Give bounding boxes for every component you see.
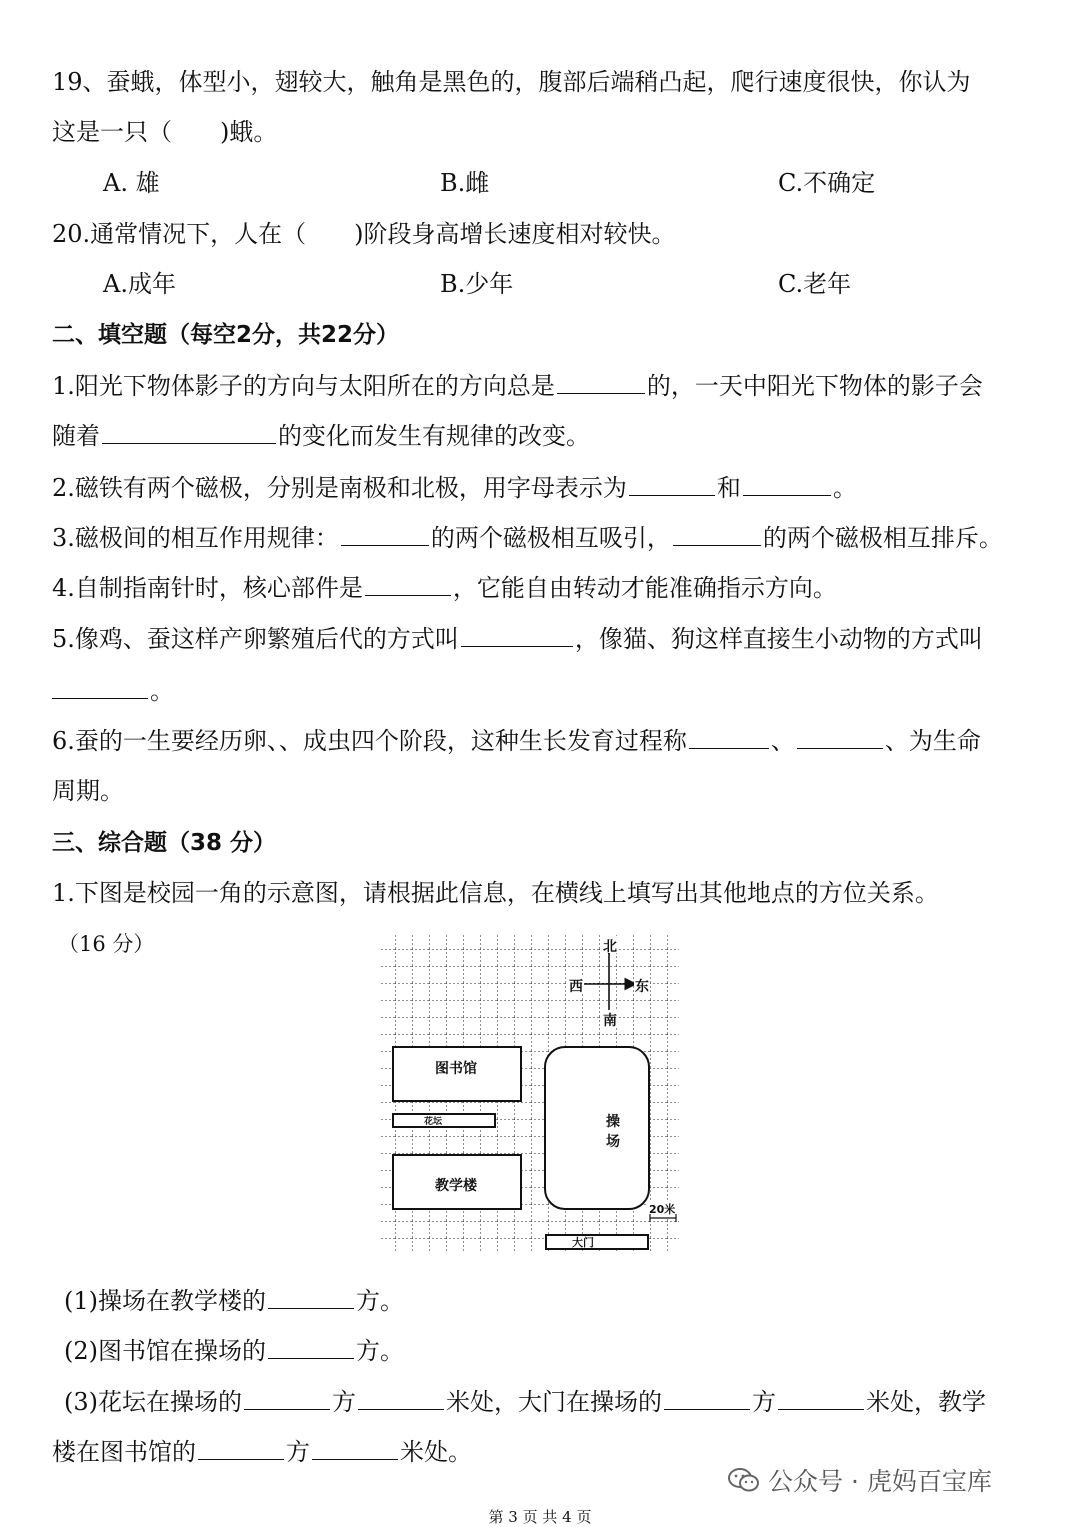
fill-q6-text-a: 6.蚕的一生要经历卵、、成虫四个阶段，这种生长发育过程称 [52, 727, 687, 755]
comp-sub3-text-f: 楼在图书馆的 [52, 1438, 196, 1466]
fill-q2-line [52, 473, 857, 503]
fill-q5-text-a: 5.像鸡、蚕这样产卵繁殖后代的方式叫 [52, 625, 459, 653]
fill-q6-blank-2[interactable] [797, 726, 883, 749]
fill-q3-line [52, 523, 1003, 553]
fill-q6-text-c: 、为生命 [884, 727, 981, 755]
comp-sub3-blank-6[interactable] [312, 1437, 398, 1460]
fill-q1-line2 [52, 421, 590, 451]
scale-label: 20米 [649, 1203, 676, 1216]
comp-sub3-blank-1[interactable] [244, 1387, 330, 1410]
comp-q1-intro: 1.下图是校园一角的示意图，请根据此信息，在横线上填写出其他地点的方位关系。 [52, 879, 939, 907]
fill-q2-blank-1[interactable] [629, 473, 715, 496]
comp-sub3-blank-5[interactable] [198, 1437, 284, 1460]
q19-line1: 19、蚕蛾，体型小，翅较大，触角是黑色的，腹部后端稍凸起，爬行速度很快，你认为 [52, 68, 971, 96]
comp-sub3-text-d: 方 [752, 1388, 776, 1416]
fill-q5-text-c: 。 [150, 677, 174, 705]
fill-q4-line [52, 573, 837, 603]
fill-q6-line2: 周期。 [52, 777, 124, 805]
comp-sub3-text-b: 方 [332, 1388, 356, 1416]
comp-sub2-blank[interactable] [268, 1336, 354, 1359]
comp-sub3-text-h: 米处。 [400, 1438, 472, 1466]
comp-sub3-blank-4[interactable] [778, 1387, 864, 1410]
compass-west-label: 西 [569, 979, 583, 995]
comp-sub3-text-e: 米处，教学 [866, 1388, 986, 1416]
fill-q1-text-a: 1.阳光下物体影子的方向与太阳所在的方向总是 [52, 372, 555, 400]
comp-sub2-line [64, 1336, 404, 1366]
fill-q3-text-a: 3.磁极间的相互作用规律： [52, 524, 339, 552]
comp-sub2-text-b: 方。 [356, 1337, 404, 1365]
fill-q4-blank-1[interactable] [365, 573, 451, 596]
wechat-icon [728, 1467, 760, 1493]
fill-q1-text-c: 随着 [52, 422, 100, 450]
fill-q5-blank-2[interactable] [52, 676, 148, 699]
comp-sub3-text-c: 米处，大门在操场的 [446, 1388, 662, 1416]
comp-sub1-blank[interactable] [268, 1286, 354, 1309]
fill-q5-text-b: ，像猫、狗这样直接生小动物的方式叫 [574, 625, 983, 653]
playground-label-1: 操 [606, 1114, 620, 1130]
playground-label-2: 场 [606, 1134, 620, 1150]
fill-q5-line2 [52, 676, 174, 706]
fill-q6-blank-1[interactable] [689, 726, 769, 749]
fill-q3-blank-2[interactable] [673, 523, 761, 546]
library-label: 图书馆 [435, 1061, 477, 1077]
compass-south-label: 南 [603, 1013, 617, 1029]
compass-east-label: 东 [635, 979, 649, 995]
fill-q3-blank-1[interactable] [341, 523, 429, 546]
campus-map [378, 932, 684, 1256]
section3-heading: 三、综合题（38 分） [52, 830, 277, 856]
section2-heading: 二、填空题（每空2分，共22分） [52, 322, 400, 348]
flowerbed-label: 花坛 [424, 1117, 443, 1127]
fill-q5-blank-1[interactable] [461, 624, 573, 647]
comp-sub3-blank-2[interactable] [358, 1387, 444, 1410]
fill-q2-blank-2[interactable] [743, 473, 831, 496]
fill-q3-text-b: 的两个磁极相互吸引， [430, 524, 671, 552]
flowerbed [393, 1114, 495, 1127]
comp-sub3-text-g: 方 [286, 1438, 310, 1466]
q20-option-b: B.少年 [440, 270, 514, 298]
q19-option-a: A. 雄 [103, 169, 160, 197]
gate [546, 1235, 648, 1249]
comp-sub3-blank-3[interactable] [664, 1387, 750, 1410]
fill-q3-text-c: 的两个磁极相互排斥。 [762, 524, 1003, 552]
comp-sub1-line [64, 1286, 404, 1316]
q19-line2: 这是一只（ )蛾。 [52, 118, 278, 146]
q20-option-a: A.成年 [103, 270, 176, 298]
watermark [728, 1462, 992, 1498]
fill-q1-blank-1[interactable] [557, 371, 645, 394]
fill-q1-line1 [52, 371, 983, 401]
compass-north-label: 北 [603, 939, 617, 955]
comp-sub3-line1 [64, 1387, 986, 1417]
fill-q2-text-a: 2.磁铁有两个磁极，分别是南极和北极，用字母表示为 [52, 474, 627, 502]
playground [545, 1047, 649, 1209]
comp-sub1-text-b: 方。 [356, 1287, 404, 1315]
q20-option-c: C.老年 [778, 270, 852, 298]
fill-q1-text-d: 的变化而发生有规律的改变。 [278, 422, 590, 450]
comp-sub1-text-a: (1)操场在教学楼的 [64, 1287, 266, 1315]
q19-option-b: B.雌 [440, 169, 490, 197]
comp-sub3-line2 [52, 1437, 472, 1467]
page-footer: 第 3 页 共 4 页 [488, 1508, 592, 1526]
fill-q2-text-c: 。 [832, 474, 857, 502]
fill-q4-text-b: ，它能自由转动才能准确指示方向。 [452, 574, 837, 602]
teaching-building-label: 教学楼 [435, 1178, 477, 1194]
q20-line1: 20.通常情况下，人在（ )阶段身高增长速度相对较快。 [52, 220, 676, 248]
fill-q1-blank-2[interactable] [102, 421, 276, 444]
comp-sub3-text-a: (3)花坛在操场的 [64, 1388, 242, 1416]
gate-label: 大门 [572, 1236, 594, 1249]
fill-q2-text-b: 和 [716, 474, 741, 502]
q19-option-c: C.不确定 [778, 169, 876, 197]
fill-q1-text-b: 的，一天中阳光下物体的影子会 [646, 372, 983, 400]
watermark-text: 公众号 · 虎妈百宝库 [768, 1467, 992, 1496]
fill-q6-line1 [52, 726, 981, 756]
comp-q1-points: （16 分） [58, 932, 155, 956]
comp-sub2-text-a: (2)图书馆在操场的 [64, 1337, 266, 1365]
fill-q4-text-a: 4.自制指南针时，核心部件是 [52, 574, 363, 602]
fill-q5-line1 [52, 624, 983, 654]
fill-q6-text-b: 、 [770, 727, 795, 755]
